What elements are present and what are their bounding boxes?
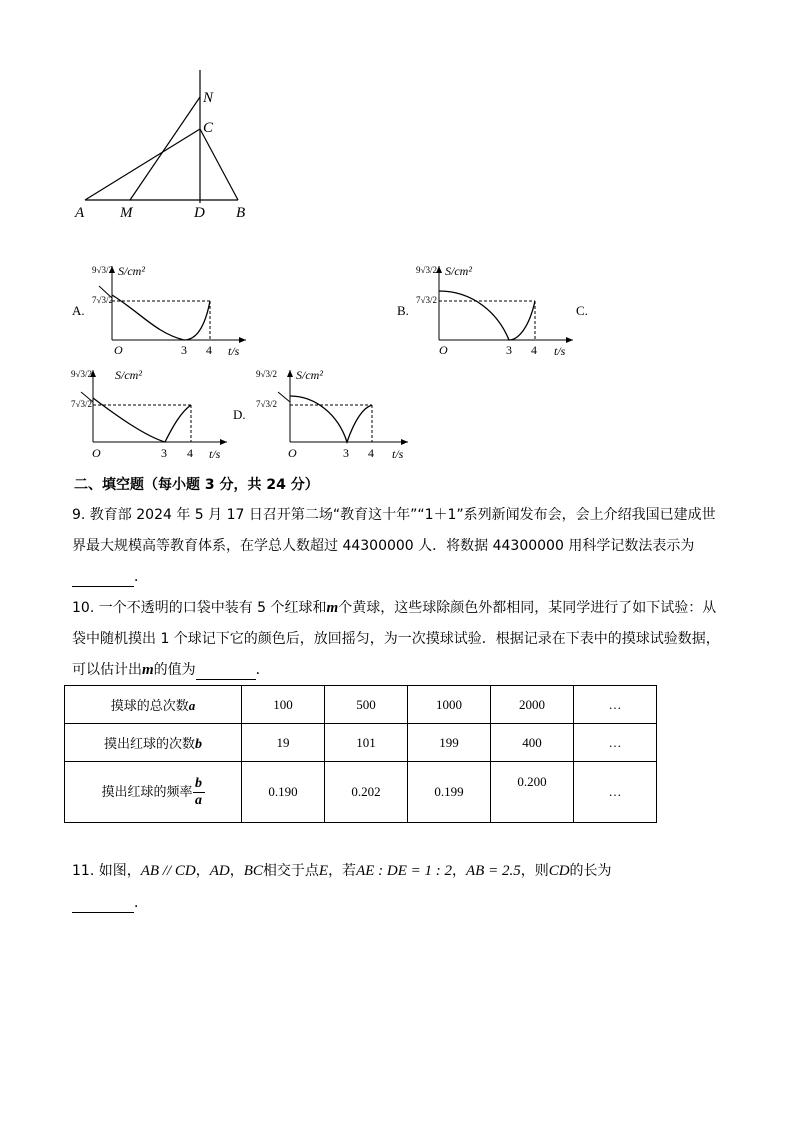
y-mid-label: 7√3/2: [256, 399, 277, 409]
q11-text: 11. 如图，: [72, 863, 141, 879]
q11-text: ，若: [328, 863, 357, 879]
geometry-figure: [60, 60, 280, 230]
row-label-text: 摸出红球的频率: [101, 784, 193, 800]
table-cell: …: [574, 762, 657, 823]
q10-answer-blank[interactable]: [196, 665, 256, 680]
y-top-pointer: [278, 392, 290, 402]
math-ab-parallel-cd: AB // CD: [140, 863, 196, 879]
x-tick-4: 4: [187, 446, 193, 460]
origin-label: O: [92, 446, 101, 460]
x-tick-3: 3: [181, 343, 187, 357]
segment-MN: [130, 97, 200, 200]
row-label: [65, 724, 242, 762]
frac-den: a: [195, 792, 202, 808]
q11-answer-blank[interactable]: [72, 898, 134, 913]
x-tick-3: 3: [161, 446, 167, 460]
x-axis-label: t/s: [209, 447, 221, 461]
option-b-label: B.: [397, 303, 409, 318]
segment-AC: [85, 129, 200, 200]
x-axis-label: t/s: [554, 344, 566, 358]
table-cell: 500: [325, 686, 408, 724]
y-top-label: 9√3/2: [256, 369, 277, 379]
table-row: [65, 724, 657, 762]
table-row: [65, 686, 657, 724]
q10-end: ．: [255, 662, 270, 678]
x-arrow: [239, 337, 246, 343]
curve-c: [93, 398, 191, 442]
option-a-graph: [86, 258, 256, 363]
q10-line1: [72, 598, 716, 618]
table-cell: 2000: [491, 686, 574, 724]
y-mid-label: 7√3/2: [416, 295, 437, 305]
y-mid-label: 7√3/2: [71, 399, 92, 409]
origin-label: O: [439, 343, 448, 357]
x-arrow: [401, 439, 408, 445]
math-ratio: AE : DE = 1 : 2: [356, 863, 452, 879]
x-tick-4: 4: [531, 343, 537, 357]
q11-text: ，: [229, 863, 244, 879]
y-axis-label: S/cm²: [296, 368, 323, 382]
option-a-label: A.: [72, 303, 85, 318]
q10-line1-start: 10. 一个不透明的口袋中装有 5 个红球和: [72, 600, 327, 616]
label-B: B: [236, 205, 246, 221]
y-arrow: [287, 370, 293, 377]
x-tick-4: 4: [206, 343, 212, 357]
q10-line3-start: 可以估计出: [72, 662, 142, 678]
label-D: D: [194, 205, 205, 221]
var-b: b: [195, 736, 202, 752]
option-c-graph: [67, 364, 237, 464]
origin-label: O: [114, 343, 123, 357]
row-label-text: 摸球的总次数: [110, 699, 189, 714]
q10-line3: [72, 660, 270, 680]
curve-a: [112, 295, 210, 340]
q9-answer-blank[interactable]: [72, 572, 134, 587]
x-tick-3: 3: [506, 343, 512, 357]
table-row: [65, 762, 657, 823]
label-M: M: [120, 205, 133, 221]
y-axis-label: S/cm²: [115, 368, 142, 382]
x-tick-4: 4: [368, 446, 374, 460]
q10-line2: 袋中随机摸出 1 个球记下它的颜色后，放回摇匀，为一次摸球试验．根据记录在下表中的摸球试验数据，: [72, 631, 720, 647]
x-arrow: [220, 439, 227, 445]
label-A: A: [75, 205, 85, 221]
q9-line1: 9. 教育部 2024 年 5 月 17 日召开第二场“教育这十年”“1＋1”系列新闻发布会，会上介绍我国已建成世: [72, 507, 716, 523]
curve-b: [439, 291, 535, 340]
option-c-label: C.: [576, 303, 588, 318]
table-cell: 400: [491, 724, 574, 762]
q9-line2: 界最大规模高等教育体系，在学总人数超过 44300000 人．将数据 44300000 用科学记数法表示为: [72, 538, 695, 554]
table-cell: 1000: [408, 686, 491, 724]
x-axis-label: t/s: [228, 344, 240, 358]
label-C: C: [203, 120, 214, 136]
fraction-b-over-a: [193, 776, 205, 809]
q11-text: 相交于点: [262, 863, 319, 879]
table-cell: 19: [242, 724, 325, 762]
math-ab-length: AB = 2.5: [466, 863, 521, 879]
table-cell: 0.200: [491, 762, 574, 823]
math-e: E: [318, 863, 329, 879]
x-arrow: [566, 337, 573, 343]
var-a: a: [188, 698, 196, 713]
math-ad: AD: [209, 863, 230, 879]
option-b-graph: [413, 258, 583, 363]
q11-text: ，: [452, 863, 466, 879]
y-axis-label: S/cm²: [445, 264, 472, 278]
x-axis-label: t/s: [392, 447, 404, 461]
table-cell: 101: [325, 724, 408, 762]
q10-line3-mid: 的值为: [153, 662, 196, 678]
option-d-label: D.: [233, 407, 246, 422]
y-mid-label: 7√3/2: [92, 295, 113, 305]
var-m: m: [142, 662, 154, 678]
table-cell: 0.190: [242, 762, 325, 823]
q9-answer-line: [72, 567, 148, 587]
frac-num: b: [195, 775, 202, 791]
x-tick-3: 3: [343, 446, 349, 460]
experiment-table: [64, 685, 657, 823]
y-top-label: 9√3/2: [416, 265, 437, 275]
q9-end: ．: [134, 569, 148, 585]
y-top-label: 9√3/2: [92, 265, 113, 275]
section-title: 二、填空题（每小题 3 分，共 24 分）: [74, 477, 319, 493]
option-d-graph: [250, 364, 420, 464]
table-cell: 100: [242, 686, 325, 724]
row-label: [65, 762, 242, 823]
q11-text: 的长为: [569, 863, 612, 879]
table-cell: …: [574, 724, 657, 762]
q11-text: ，则: [520, 863, 549, 879]
q11-end: ．: [134, 895, 148, 911]
math-cd: CD: [548, 863, 570, 879]
curve-d: [290, 396, 372, 442]
q10-line1-end: 个黄球，这些球除颜色外都相同，某同学进行了如下试验：从: [338, 600, 717, 616]
row-label-text: 摸出红球的次数: [103, 736, 195, 752]
q11-text: ，: [195, 863, 210, 879]
segment-CB: [200, 129, 238, 200]
var-m: m: [326, 600, 339, 616]
q11-line1: [72, 861, 612, 881]
y-axis-label: S/cm²: [118, 264, 145, 278]
y-top-label: 9√3/2: [71, 369, 92, 379]
table-cell: …: [574, 686, 657, 724]
row-label: [65, 686, 242, 724]
q11-answer-line: [72, 893, 148, 913]
label-N: N: [203, 90, 214, 106]
table-cell: 199: [408, 724, 491, 762]
table-cell: 0.202: [325, 762, 408, 823]
table-cell: 0.199: [408, 762, 491, 823]
math-bc: BC: [243, 863, 263, 879]
origin-label: O: [288, 446, 297, 460]
